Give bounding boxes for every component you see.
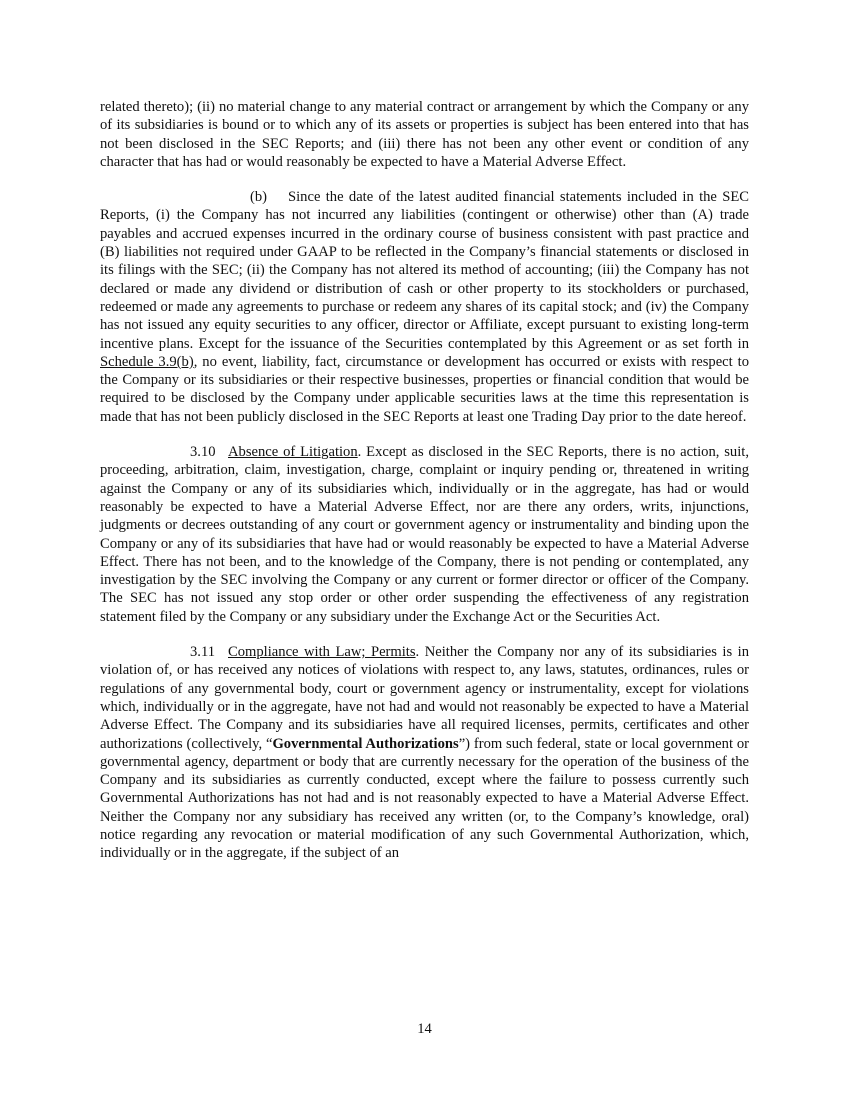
section-text-continued: ”) from such federal, state or local government or governmental agency, department or body that are currently necessary for the operation of the business of the Company and its subsidiaries as currently conducted, except where the failure to possess currently such Governmental Authorizations has not had and is not reasonably expected to have a Material Adverse Effect. Neither the Company nor any subsidiary has received any written (or, to the Company’s knowledge, oral) notice regarding any revocation or material modification of any such Governmental Authorization, which, individually or in the aggregate, if the subject of an <box>100 735 749 862</box>
section-number: 3.11 <box>190 644 215 661</box>
section-3-11 <box>100 643 749 863</box>
section-3-10 <box>100 443 749 626</box>
paragraph-b <box>100 188 749 426</box>
paragraph-continuation <box>100 98 749 171</box>
page-number: 14 <box>417 1021 432 1037</box>
section-text: . Neither the Company nor any of its subsidiaries is in violation of, or has received any notices of violations with respect to, any laws, statutes, ordinances, rules or regulations of any governmental body, court or government agency or instrumentality, except for violations which, individually or in the aggregate, have not had and would not reasonably be expected to have a Material Adverse Effect. The Company and its subsidiaries have all required licenses, permits, certificates and other authorizations (collectively, “ <box>100 644 749 752</box>
paragraph-text: related thereto); (ii) no material change to any material contract or arrangement by which the Company or any of its subsidiaries is bound or to which any of its assets or properties is subject has been entered into that has not been disclosed in the SEC Reports; and (iii) there has not been any other event or condition of any character that has had or would reasonably be expected to have a Material Adverse Effect. <box>100 99 749 170</box>
defined-term: Governmental Authorizations <box>272 735 459 752</box>
paragraph-text-continued: , no event, liability, fact, circumstance or development has occurred or exists with respect to the Company or its subsidiaries or their respective businesses, properties or financial condition that would be required to be disclosed by the Company under applicable securities laws at the time this representation is made that has not been publicly disclosed in the SEC Reports at least one Trading Day prior to the date hereof. <box>100 353 750 425</box>
paragraph-label: (b) <box>250 189 268 206</box>
section-heading: Compliance with Law; Permits <box>228 644 416 661</box>
section-heading: Absence of Litigation <box>228 444 358 461</box>
schedule-reference: Schedule 3.9(b) <box>100 353 194 370</box>
paragraph-text: Since the date of the latest audited financial statements included in the SEC Reports, (i) the Company has not incurred any liabilities (contingent or otherwise) other than (A) trade payables and accrued expenses incurred in the ordinary course of business consistent with past practice and (B) liabilities not required under GAAP to be reflected in the Company’s financial statements or disclosed in its filings with the SEC; (ii) the Company has not altered its method of accounting; (iii) the Company has not declared or made any dividend or distribution of cash or other property to its stockholders or purchased, redeemed or made any agreements to purchase or redeem any shares of its capital stock; and (iv) the Company has not issued any equity securities to any officer, director or Affiliate, except pursuant to existing long-term incentive plans. Except for the issuance of the Securities contemplated by this Agreement or as set forth in <box>100 189 749 352</box>
document-page <box>100 98 749 880</box>
section-text: . Except as disclosed in the SEC Reports, there is no action, suit, proceeding, arbitration, claim, investigation, charge, complaint or inquiry pending or, threatened in writing against the Company or any of its subsidiaries which, individually or in the aggregate, has had or would reasonably be expected to have a Material Adverse Effect, nor are there any orders, writs, injunctions, judgments or decrees outstanding of any court or government agency or instrumentality and binding upon the Company or any of its subsidiaries that have had or would reasonably be expected to have a Material Adverse Effect. There has not been, and to the knowledge of the Company, there is not pending or contemplated, any investigation by the SEC involving the Company or any current or former director or officer of the Company. The SEC has not issued any stop order or other order suspending the effectiveness of any registration statement filed by the Company or any subsidiary under the Exchange Act or the Securities Act. <box>100 444 749 625</box>
section-number: 3.10 <box>190 444 216 461</box>
